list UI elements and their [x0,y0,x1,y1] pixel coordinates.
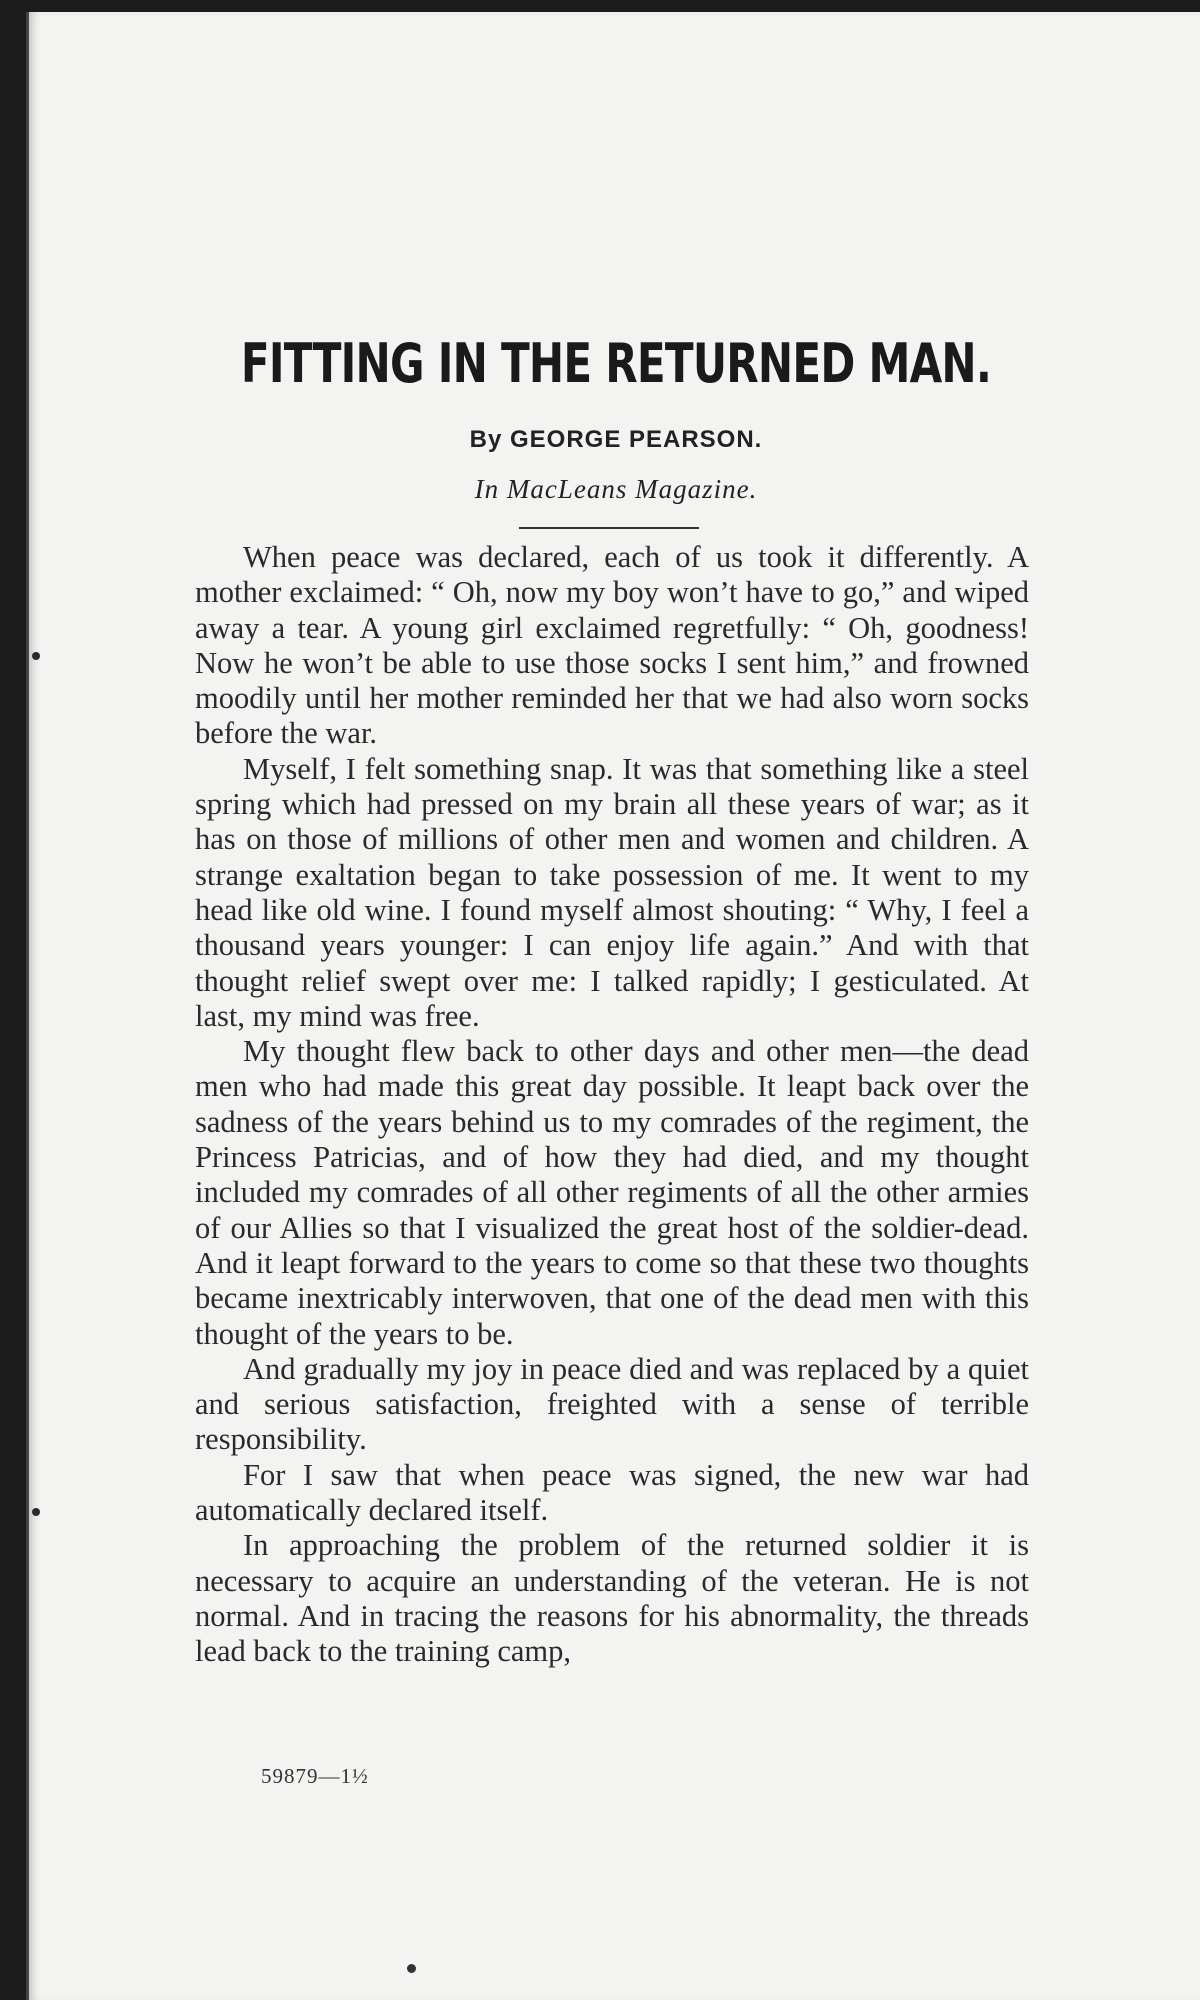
byline: By GEORGE PEARSON. [469,426,763,453]
gutter-speck [32,652,40,660]
paragraph: For I saw that when peace was signed, the new war had automatically declared itself. [195,1457,1029,1528]
folio-number: 59879—1½ [261,1764,369,1788]
source-line: In MacLeans Magazine. [474,474,758,504]
paragraph: And gradually my joy in peace died and was replaced by a quiet and serious satisfaction, freighted with a sense of terrible responsibility. [195,1351,1029,1457]
paragraph: Myself, I felt something snap. It was that something like a steel spring which had pressed on my brain all these years of war; as it has on those of millions of other men and women and children. A strange exaltation began to take possession of me. It went to my head like old wine. I found myself almost shouting: “ Why, I feel a thousand years younger: I can enjoy life again.” And with that thought relief swept over me: I talked rapidly; I gesticulated. At last, my mind was free. [195,751,1029,1033]
paragraph: In approaching the problem of the returned soldier it is necessary to acquire an understanding of the veteran. He is not normal. And in tracing the reasons for his abnormality, the threads lead back to the training camp, [195,1528,1029,1669]
page-sheet [26,12,1200,2000]
article-body [195,540,1029,1670]
gutter-speck [32,1508,40,1516]
paragraph: When peace was declared, each of us took it differently. A mother exclaimed: “ Oh, now my boy won’t have to go,” and wiped away a tear. A young girl exclaimed regretfully: “ Oh, goodness! Now he won’t be able to use those socks I sent him,” and frowned moodily until her mother reminded her that we had also worn socks before the war. [195,540,1029,751]
divider-rule [519,527,699,529]
paragraph: My thought flew back to other days and other men—the dead men who had made this great day possible. It leapt back over the sadness of the years behind us to my comrades of the regiment, the Princess Patricias, and of how they had died, and my thought included my comrades of all other regiments of all the other armies of our Allies so that I visualized the great host of the soldier-dead. And it leapt forward to the years to come so that these two thoughts became inextricably interwoven, that one of the dead men with this thought of the years to be. [195,1034,1029,1351]
article-title: FITTING IN THE RETURNED MAN. [240,332,992,395]
ink-speck [407,1964,416,1973]
